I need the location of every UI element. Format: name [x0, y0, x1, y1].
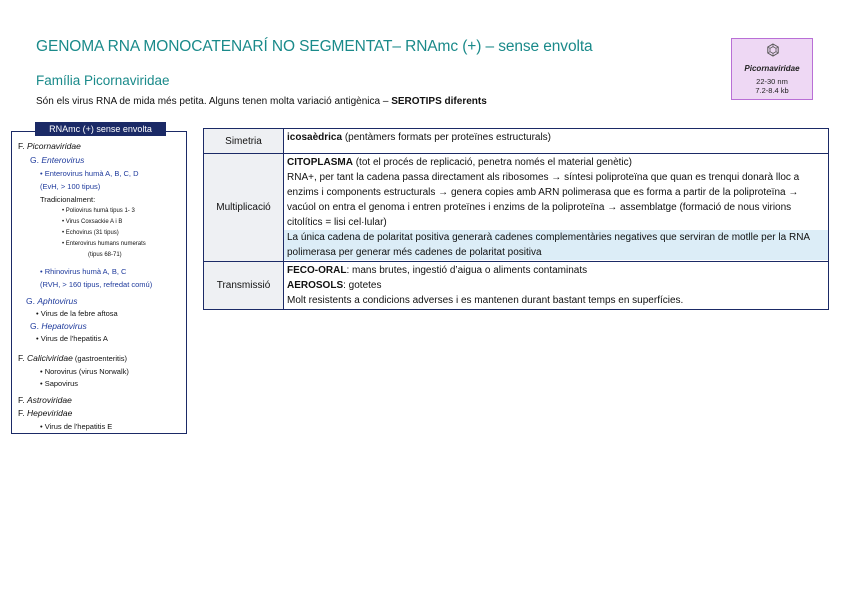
transmissio-line1-bold: FECO-ORAL — [287, 265, 347, 276]
family-picornaviridae-prefix: F. — [18, 141, 27, 151]
genus-aphtovirus-name: Aphtovirus — [37, 296, 78, 306]
simetria-rest: (pentàmers formats per proteïnes estructurals) — [342, 132, 552, 143]
transmissio-line3: Molt resistents a condicions adverses i es mantenen durant bastant temps en superfícies. — [287, 295, 684, 306]
traditional-label: Tradicionalment: — [40, 195, 96, 204]
virus-icon — [766, 43, 780, 59]
calici-item: • Norovirus (virus Norwalk) — [40, 367, 129, 376]
transmissio-line1-rest: : mans brutes, ingestió d’aigua o aliments contaminats — [346, 265, 588, 276]
family-picornaviridae-name: Picornaviridae — [26, 141, 81, 151]
genus-hepatovirus — [30, 321, 87, 331]
genus-aphtovirus-prefix: G. — [26, 296, 38, 306]
rhinovirus-line2: (RVH, > 160 tipus, refredat comú) — [40, 280, 153, 289]
family-caliciviridae — [18, 353, 127, 363]
family-astroviridae — [18, 395, 72, 405]
transmissio-line2-bold: AEROSOLS — [287, 280, 344, 291]
table-row — [204, 154, 829, 262]
family-caliciviridae-name: Caliciviridae — [26, 353, 73, 363]
family-picornaviridae — [18, 141, 81, 151]
taxonomy-header: RNAmc (+) sense envolta — [35, 122, 166, 136]
traditional-item: • Enterovirus humans numerats — [62, 241, 146, 247]
hepeviridae-item: • Virus de l'hepatitis E — [40, 422, 113, 431]
genus-enterovirus-prefix: G. — [30, 155, 42, 165]
multiplicacio-body: RNA+, per tant la cadena passa directament als ribosomes → síntesi poliproteïna que quan es trenqui donarà lloc a enzims i components estructurals → genera copies amb ARN polimerasa que es forma a partir de la poliproteïna → vacúol on entra el genoma i entren proteïnes i enzims de la poliproteïna → assemblatge (formació de nous virions citolítics = lisi cel·lular) — [287, 172, 800, 228]
genus-enterovirus-name: Enterovirus — [41, 155, 85, 165]
multiplicacio-highlight: La única cadena de polaritat positiva generarà cadenes complementàries negatives que serviran de motlle per la RNA polimerasa per generar més cadenes de polaritat positiva — [284, 230, 828, 260]
info-table — [203, 128, 829, 310]
transmissio-line2-rest: : gotetes — [343, 280, 382, 291]
genus-hepatovirus-prefix: G. — [30, 321, 42, 331]
family-hepeviridae — [18, 408, 72, 418]
page-title: GENOMA RNA MONOCATENARÍ NO SEGMENTAT– RNAmc (+) – sense envolta — [36, 38, 593, 55]
traditional-item: • Poliovirus humà tipus 1- 3 — [62, 208, 135, 214]
multiplicacio-content — [284, 154, 829, 262]
family-caliciviridae-prefix: F. — [18, 353, 27, 363]
enterovirus-line2: (EvH, > 100 tipus) — [40, 182, 101, 191]
genus-aphtovirus — [26, 296, 78, 306]
family-hepeviridae-prefix: F. — [18, 408, 27, 418]
traditional-item: • Echovirus (31 tipus) — [62, 230, 119, 236]
table-row — [204, 262, 829, 310]
intro-text-body: Són els virus RNA de mida més petita. Alguns tenen molta variació antigènica – — [36, 96, 392, 107]
multiplicacio-lead-bold: CITOPLASMA — [287, 157, 353, 168]
family-astroviridae-name: Astroviridae — [26, 395, 72, 405]
rhinovirus-line1: • Rhinovirus humà A, B, C — [40, 267, 127, 276]
simetria-content — [284, 129, 829, 154]
virus-card — [731, 38, 813, 100]
virus-card-genome: 7.2-8.4 kb — [755, 86, 789, 95]
virus-card-size: 22-30 nm — [756, 77, 788, 86]
hepatovirus-item: • Virus de l'hepatitis A — [36, 334, 108, 343]
row-label-transmissio: Transmissió — [204, 262, 284, 310]
transmissio-content — [284, 262, 829, 310]
transmissio-line1 — [287, 263, 825, 278]
multiplicacio-lead-rest: (tot el procés de replicació, penetra només el material genètic) — [352, 157, 632, 168]
traditional-item: • Virus Coxsackie A i B — [62, 219, 123, 225]
row-label-multiplicacio: Multiplicació — [204, 154, 284, 262]
transmissio-line2 — [287, 278, 825, 293]
family-subtitle: Família Picornaviridae — [36, 73, 170, 88]
family-astroviridae-prefix: F. — [18, 395, 27, 405]
virus-card-name: Picornaviridae — [744, 64, 800, 73]
aphtovirus-item: • Virus de la febre aftosa — [36, 309, 118, 318]
family-hepeviridae-name: Hepeviridae — [26, 408, 73, 418]
row-label-simetria: Simetria — [204, 129, 284, 154]
multiplicacio-lead — [287, 155, 825, 170]
simetria-bold: icosaèdrica — [287, 132, 343, 143]
intro-text — [36, 96, 487, 107]
traditional-item: (tipus 68-71) — [88, 252, 122, 258]
calici-item: • Sapovirus — [40, 379, 79, 388]
intro-text-bold: SEROTIPS diferents — [391, 96, 487, 107]
family-caliciviridae-note: (gastroenteritis) — [72, 354, 127, 363]
table-row — [204, 129, 829, 154]
enterovirus-line1: • Enterovirus humà A, B, C, D — [40, 169, 139, 178]
genus-hepatovirus-name: Hepatovirus — [41, 321, 87, 331]
genus-enterovirus — [30, 155, 84, 165]
